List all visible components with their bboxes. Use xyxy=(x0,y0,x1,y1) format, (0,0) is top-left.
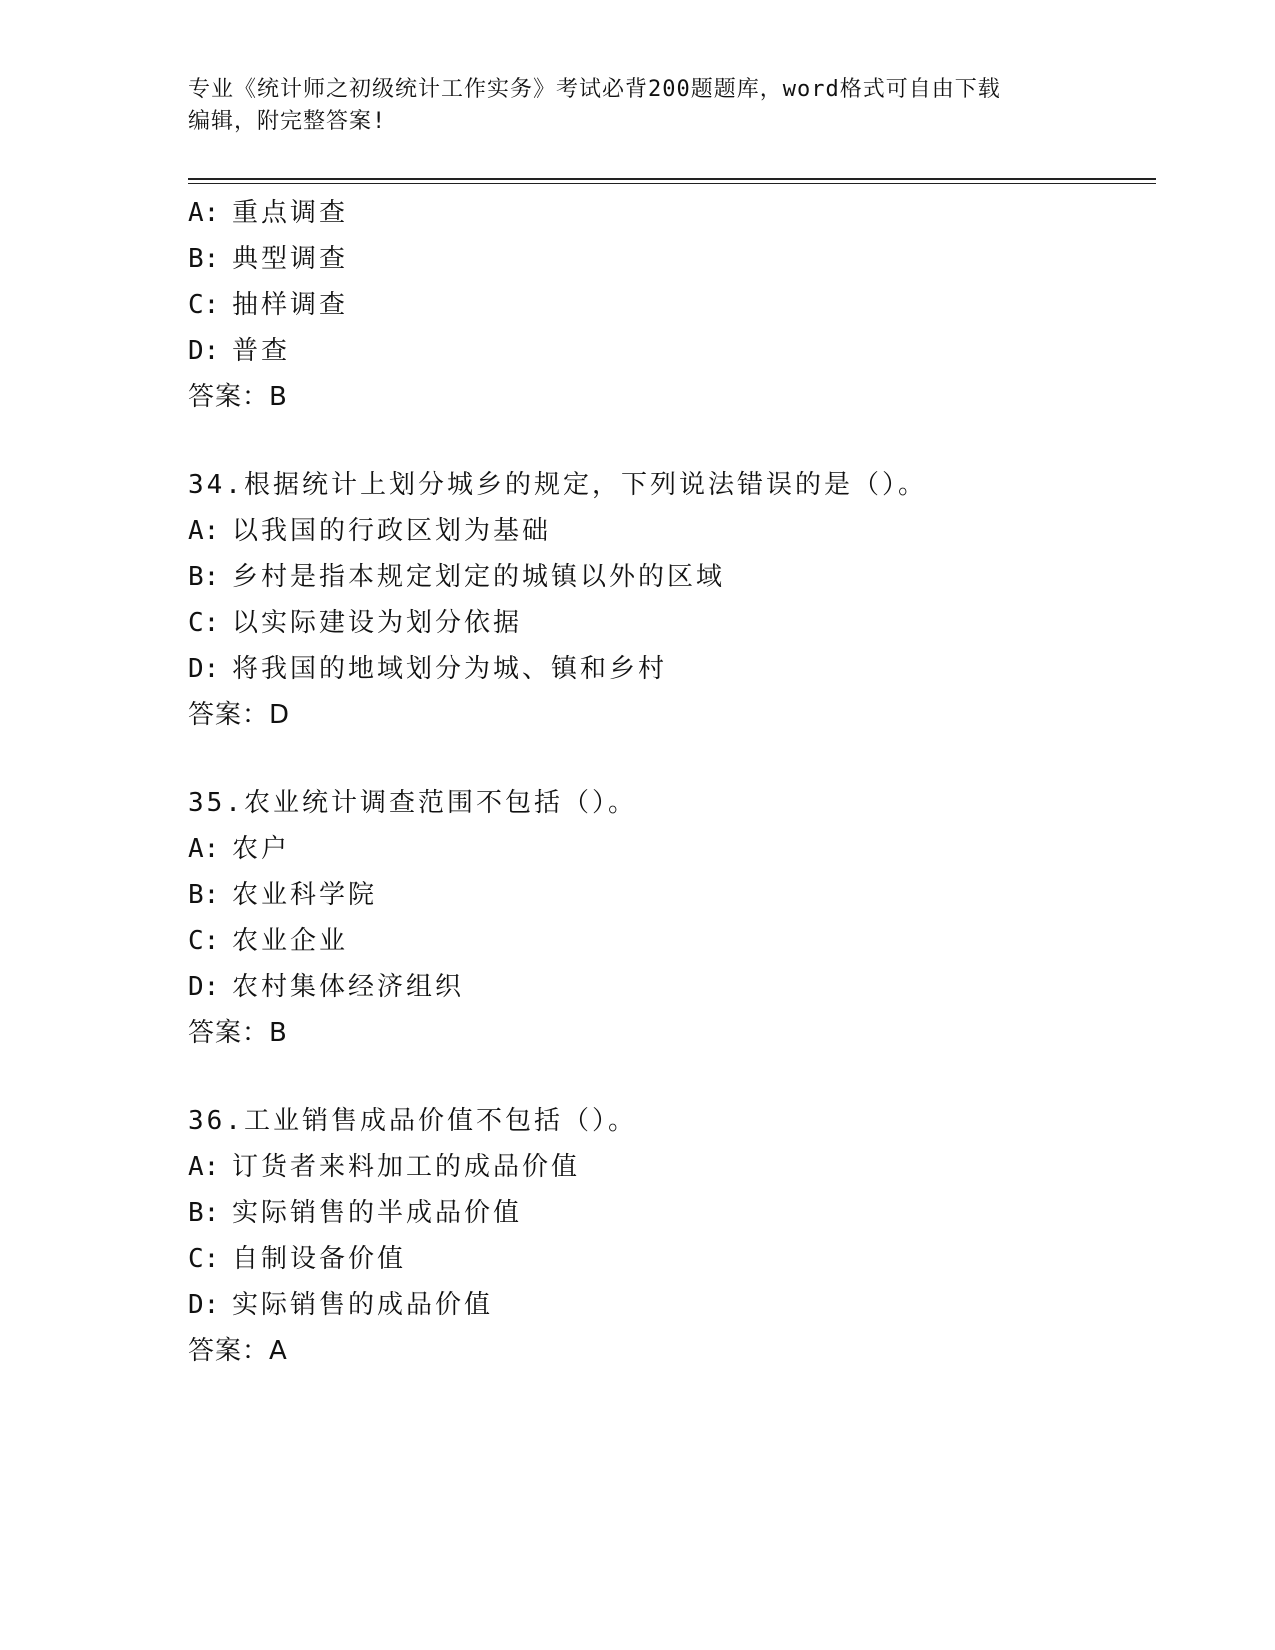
option-label: C: xyxy=(188,926,220,956)
answer-line: 答案：A xyxy=(188,1336,288,1366)
option-c xyxy=(188,282,1156,328)
option-label: C: xyxy=(188,1244,220,1274)
answer-line: 答案：B xyxy=(188,1018,288,1048)
question-stem: 35.农业统计调查范围不包括（）。 xyxy=(188,788,637,818)
option-label: B: xyxy=(188,562,220,592)
option-text: 乡村是指本规定划定的城镇以外的区域 xyxy=(232,562,726,592)
option-text: 农户 xyxy=(232,834,291,864)
question-stem: 34.根据统计上划分城乡的规定，下列说法错误的是（）。 xyxy=(188,470,927,500)
option-b xyxy=(188,872,1156,918)
option-text: 订货者来料加工的成品价值 xyxy=(232,1152,581,1182)
option-label: C: xyxy=(188,608,220,638)
question-block-33 xyxy=(188,190,1156,420)
option-label: D: xyxy=(188,1290,220,1320)
option-text: 农业科学院 xyxy=(232,880,378,910)
option-label: D: xyxy=(188,336,220,366)
header-line-1: 专业《统计师之初级统计工作实务》考试必背200题题库，word格式可自由下载 xyxy=(188,77,1001,102)
header-divider-thin xyxy=(188,183,1156,184)
question-stem: 36.工业销售成品价值不包括（）。 xyxy=(188,1106,637,1136)
option-a xyxy=(188,508,1156,554)
option-label: A: xyxy=(188,834,220,864)
question-list xyxy=(188,190,1156,1374)
document-header xyxy=(188,74,1068,138)
option-a xyxy=(188,190,1156,236)
option-c xyxy=(188,918,1156,964)
question-block-34 xyxy=(188,462,1156,738)
option-text: 抽样调查 xyxy=(232,290,349,320)
option-a xyxy=(188,826,1156,872)
option-text: 典型调查 xyxy=(232,244,349,274)
option-text: 实际销售的半成品价值 xyxy=(232,1198,523,1228)
option-label: B: xyxy=(188,1198,220,1228)
option-text: 以实际建设为划分依据 xyxy=(232,608,523,638)
header-divider-thick xyxy=(188,178,1156,180)
option-c xyxy=(188,1236,1156,1282)
option-d xyxy=(188,328,1156,374)
answer-line: 答案：B xyxy=(188,382,288,412)
option-text: 实际销售的成品价值 xyxy=(232,1290,494,1320)
question-block-35 xyxy=(188,780,1156,1056)
option-b xyxy=(188,1190,1156,1236)
option-text: 重点调查 xyxy=(232,198,349,228)
option-text: 农业企业 xyxy=(232,926,349,956)
option-text: 普查 xyxy=(232,336,291,366)
option-label: A: xyxy=(188,1152,220,1182)
option-label: B: xyxy=(188,880,220,910)
option-c xyxy=(188,600,1156,646)
option-label: B: xyxy=(188,244,220,274)
option-b xyxy=(188,236,1156,282)
option-text: 以我国的行政区划为基础 xyxy=(232,516,552,546)
header-line-2: 编辑，附完整答案! xyxy=(188,109,387,134)
option-label: A: xyxy=(188,198,220,228)
option-label: D: xyxy=(188,654,220,684)
option-text: 将我国的地域划分为城、镇和乡村 xyxy=(232,654,668,684)
option-label: A: xyxy=(188,516,220,546)
question-block-36 xyxy=(188,1098,1156,1374)
option-b xyxy=(188,554,1156,600)
option-label: D: xyxy=(188,972,220,1002)
option-label: C: xyxy=(188,290,220,320)
option-text: 农村集体经济组织 xyxy=(232,972,465,1002)
option-d xyxy=(188,646,1156,692)
answer-line: 答案：D xyxy=(188,700,291,730)
option-a xyxy=(188,1144,1156,1190)
option-d xyxy=(188,964,1156,1010)
option-text: 自制设备价值 xyxy=(232,1244,407,1274)
option-d xyxy=(188,1282,1156,1328)
